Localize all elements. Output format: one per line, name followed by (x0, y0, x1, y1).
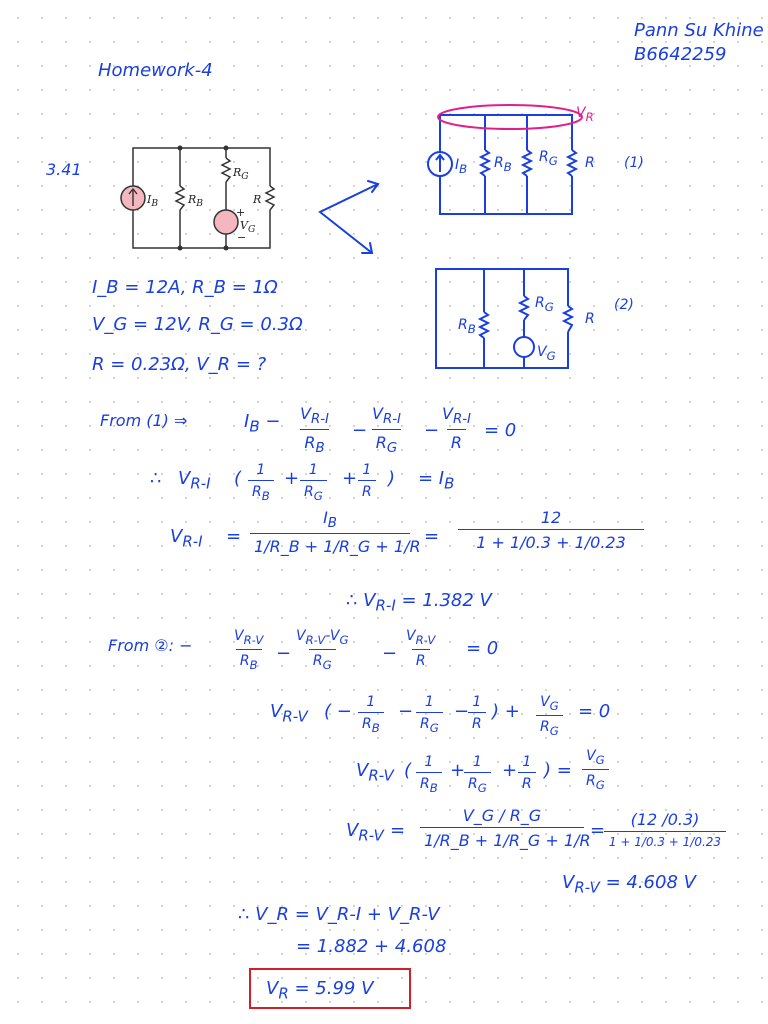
step1-minus-2: − (352, 420, 368, 441)
step2-plus-1: + (284, 468, 300, 489)
step3-fraction-symbolic: $\frac{I_B}{1/R\_B + 1/R\_G + 1/R}$ (250, 508, 410, 556)
split-arrows (320, 181, 378, 253)
c1-ib-label: $I_B$ (455, 157, 468, 176)
final-answer: $V_R = 5.99$ V (266, 978, 374, 1003)
step1-term-rg: $\frac{V_{R-I}}{R_G}$ (372, 404, 401, 457)
step10-line-2: = 1.882 + 4.608 (296, 936, 447, 957)
step2-lhs: $V_{R-I}$ (178, 468, 211, 493)
step5-minus-1: − (276, 643, 292, 664)
c2-vg-label: $V_G$ (537, 344, 556, 363)
c1-rb-label: $R_B$ (494, 155, 512, 174)
step3-eq-2: = (424, 526, 440, 547)
step7-close: ) = (544, 760, 572, 781)
step9-result: $V_{R-V} = 4.608$ V (562, 872, 696, 897)
step2-open: ( (234, 468, 242, 489)
book-plus: + (236, 206, 246, 219)
homework-title: Homework-4 (98, 60, 213, 81)
problem-number: 3.41 (46, 160, 82, 179)
step7-plus-1: + (450, 760, 466, 781)
step8-fraction-symbolic: $\frac{V\_G / R\_G}{1/R\_B + 1/R\_G + 1/R}$ (420, 806, 584, 850)
step7-open: ( (404, 760, 412, 781)
student-id: B6642259 (634, 44, 727, 65)
step7-term-r: $\frac{1}{R}$ (518, 754, 536, 792)
step6-lhs: $V_{R-V}$ (270, 701, 308, 726)
step6-minus-2: − (454, 701, 470, 722)
step5-minus-2: − (382, 643, 398, 664)
step2-close: ) (388, 468, 396, 489)
step2-term-r: $\frac{1}{R}$ (358, 462, 376, 500)
book-ib-label: $I_B$ (147, 193, 159, 210)
step5-term-rb: $\frac{V_{R-V}}{R_B}$ (234, 628, 264, 672)
book-r-label: R (253, 193, 262, 206)
step10-line-1: ∴ V_R = V_R-I + V_R-V (238, 904, 440, 925)
step8-eq: = (390, 820, 406, 841)
book-vg-label: $V_G$ (240, 219, 256, 236)
step6-term-vg: $\frac{V_G}{R_G}$ (536, 694, 563, 738)
step7-lhs: $V_{R-V}$ (356, 760, 394, 785)
step8-lhs: $V_{R-V}$ (346, 820, 384, 845)
step6-open: ( − (324, 701, 352, 722)
c1-vr-label: $V_R$ (576, 105, 594, 124)
step5-term-rg: $\frac{V_{R-V}-V_G}{R_G}$ (296, 628, 349, 672)
step3-fraction-numeric: $\frac{12}{1 + 1/0.3 + 1/0.23}$ (458, 508, 644, 552)
step1-lead: From (1) ⇒ (100, 411, 188, 430)
book-rb-label: $R_B$ (188, 193, 204, 210)
step6-term-r: $\frac{1}{R}$ (468, 694, 486, 732)
step6-term-rb: $\frac{1}{R_B}$ (358, 694, 384, 735)
step1-eq-zero: = 0 (484, 420, 517, 441)
book-minus: − (237, 231, 247, 244)
step7-term-rb: $\frac{1}{R_B}$ (416, 754, 442, 795)
c1-rg-label: $R_G$ (539, 149, 558, 168)
step1-term-rb: $\frac{V_{R-I}}{R_B}$ (300, 404, 329, 457)
step1-term-r: $\frac{V_{R-I}}{R}$ (442, 404, 471, 453)
step2-therefore: ∴ (150, 468, 162, 489)
c1-r-label: R (585, 155, 595, 171)
step2-plus-2: + (342, 468, 358, 489)
step6-eq-zero: = 0 (578, 701, 611, 722)
step2-term-rb: $\frac{1}{R_B}$ (248, 462, 274, 503)
step4-result: ∴ $V_{R-I} = 1.382$ V (346, 590, 492, 615)
c2-rb-label: $R_B$ (458, 317, 476, 336)
step5-term-r: $\frac{V_{R-V}}{R}$ (406, 628, 436, 669)
step7-plus-2: + (502, 760, 518, 781)
c2-rg-label: $R_G$ (535, 295, 554, 314)
step1-minus-3: − (424, 420, 440, 441)
step3-eq: = (226, 526, 242, 547)
step5-lead: From ②: − (108, 636, 193, 655)
given-line-1: I_B = 12A, R_B = 1Ω (92, 277, 278, 298)
step5-eq-zero: = 0 (466, 638, 499, 659)
student-name: Pann Su Khine (634, 20, 764, 41)
step6-term-rg: $\frac{1}{R_G}$ (416, 694, 443, 735)
step6-minus-1: − (398, 701, 414, 722)
step7-term-vg: $\frac{V_G}{R_G}$ (582, 748, 609, 792)
step3-lhs: $V_{R-I}$ (170, 526, 203, 551)
step6-close: ) + (492, 701, 520, 722)
step8-fraction-numeric: (12 /0.3) 1 + 1/0.3 + 1/0.23 (604, 810, 726, 849)
c2-r-label: R (585, 311, 595, 327)
c2-tag: (2) (614, 297, 634, 313)
given-line-2: V_G = 12V, R_G = 0.3Ω (92, 314, 303, 335)
book-rg-label: $R_G$ (233, 166, 249, 183)
step8-eq-2: = (590, 820, 606, 841)
step7-term-rg: $\frac{1}{R_G}$ (464, 754, 491, 795)
step1-ib: $I_B$ − (244, 411, 281, 436)
step2-rhs: = $I_B$ (418, 468, 455, 493)
c1-tag: (1) (624, 155, 644, 171)
step2-term-rg: $\frac{1}{R_G}$ (300, 462, 327, 503)
given-line-3: R = 0.23Ω, V_R = ? (92, 354, 267, 375)
